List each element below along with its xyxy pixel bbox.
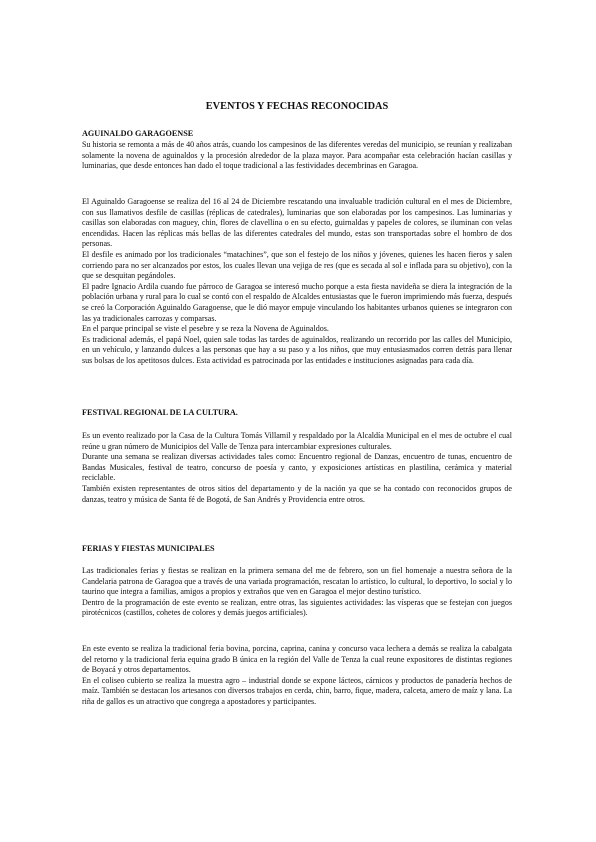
paragraph: Es tradicional además, el papá Noel, quien sale todas las tardes de aguinaldos, realizando un recorrido por las calles del Municipio, en un vehículo, y lanzando dulces a las personas que hay a su paso y a los niños, que muy entusiasmados corren detrás para llenar sus bolsas de los apetitosos dulces. Esta actividad es patrocinada por las entidades e instituciones asignadas para cada día. xyxy=(82,334,512,365)
section-body-aguinaldo xyxy=(82,140,512,172)
paragraph: Durante una semana se realizan diversas actividades tales como: Encuentro regional de Danzas, encuentro de tunas, encuentro de Bandas Musicales, festival de teatro, concurso de poesía y canto, y exposiciones artísticas en plastilina, cerámica y material reciclable. xyxy=(82,452,512,483)
paragraph: En este evento se realiza la tradicional feria bovina, porcina, caprina, canina y concurso vaca lechera a demás se realiza la cabalgata del retorno y la tradicional feria equina grado B única en la región del Valle de Tenza la cual reune expositores de distintas regiones de Boyacá y otros departamentos. xyxy=(82,644,512,675)
paragraph: Las tradicionales ferias y fiestas se realizan en la primera semana del me de febrero, son un fiel homenaje a nuestra señora de la Candelaria patrona de Garagoa que a través de una variada programación, rescatan lo artístico, lo cultural, lo deportivo, lo social y lo taurino que integra a familias, amigos a propios y extraños que ven en Garagoa el mejor destino turístico. xyxy=(82,566,512,597)
paragraph: Su historia se remonta a más de 40 años atrás, cuando los campesinos de las diferentes veredas del municipio, se reunían y realizaban solamente la novena de aguinaldos y la procesión alrededor de la plaza mayor. Para acompañar esta celebración hacían casillas y luminarias, que desde entonces han dado el toque tradicional a las festividades decembrinas en Garagoa. xyxy=(82,140,512,171)
paragraph: En el coliseo cubierto se realiza la muestra agro – industrial donde se expone lácteos, cárnicos y productos de panadería hechos de maíz. También se destacan los artesanos con diversos trabajos en cerda, chin, barro, fique, madera, calceta, amero de maíz y lana. La riña de gallos es un atractivo que congrega a apostadores y participantes. xyxy=(82,675,512,706)
paragraph: Es un evento realizado por la Casa de la Cultura Tomás Villamil y respaldado por la Alcaldía Municipal en el mes de octubre el cual reúne u gran número de Municipios del Valle de Tenza para intercambiar expresiones culturales. xyxy=(82,431,512,451)
section-body-ferias xyxy=(82,566,512,619)
section-heading-ferias: FERIAS Y FIESTAS MUNICIPALES xyxy=(82,544,215,553)
paragraph: Dentro de la programación de este evento se realizan, entre otras, las siguientes actividades: las vísperas que se festejan con juegos pirotécnicos (castillos, cohetes de colores y demás juegos artificiales). xyxy=(82,597,512,618)
paragraph: En el parque principal se viste el pesebre y se reza la Novena de Aguinaldos. xyxy=(82,324,329,334)
page-title: EVENTOS Y FECHAS RECONOCIDAS xyxy=(205,101,389,112)
paragraph: El Aguinaldo Garagoense se realiza del 16 al 24 de Diciembre rescatando una invaluable tradición cultural en el mes de Diciembre, con sus llamativos desfile de casillas (réplicas de catedrales), luminarias que son elaboradas por los campesinos. Las luminarias y casillas son elaboradas con maguey, chin, flores de clavellina o en su efecto, guirnaldas y papeles de colores, se iluminan con velas encendidas. Hacen las réplicas más bellas de las diferentes catedrales del mundo, estas son transportadas sobre el hombro de dos personas. xyxy=(82,197,512,249)
paragraph: También existen representantes de otros sitios del departamento y de la nación ya que se ha contado con reconocidos grupos de danzas, teatro y música de Santa fé de Bogotá, de San Andrés y Providencia entre otros. xyxy=(82,483,512,504)
section-heading-aguinaldo: AGUINALDO GARAGOENSE xyxy=(82,129,194,138)
section-heading-festival: FESTIVAL REGIONAL DE LA CULTURA. xyxy=(82,408,238,417)
section-body-aguinaldo-continued xyxy=(82,197,512,367)
section-body-festival xyxy=(82,431,512,505)
paragraph: El desfile es animado por los tradicionales “matachines”, que son el festejo de los niños y jóvenes, quienes les hacen fieros y salen corriendo para no ser alcanzados por estos, los cuales llevan una vejiga de res (que es secada al sol e inflada para su objetivo), con la que se desquitan pegándoles. xyxy=(82,249,512,281)
section-body-ferias-continued xyxy=(82,644,512,708)
paragraph: El padre Ignacio Ardila cuando fue párroco de Garagoa se interesó mucho porque a esta fiesta navideña se diera la integración de la población urbana y rural para lo cual se contó con el respaldo de Alcaldes entusiastas que le fueron imprimiendo más fuerza, después se creó la Corporación Aguinaldo Garagoense, que le dió mayor empuje vinculando los habitantes urbanos quienes se integraron con las ya tradicionales carrozas y comparsas. xyxy=(82,281,512,323)
